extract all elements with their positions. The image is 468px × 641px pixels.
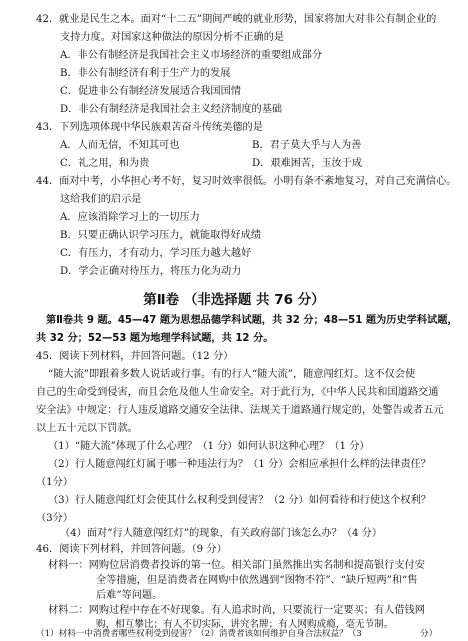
q42-option-d: D．非公有制经济是我国社会主义经济制度的基础 (60, 104, 283, 115)
q45-subquestion-3: （3）行人随意闯红灯会使其什么权利受到侵害？（2 分）如何看待和行使这个权利？ (48, 495, 431, 506)
q44-option-c: C．有压力，才有动力，学习压力越大越好 (60, 248, 252, 259)
q42-option-c: C．促进非公有制经济发展适合我国国情 (60, 86, 241, 97)
q43-option-b: B．君子莫大乎与人为善 (252, 140, 362, 151)
section-title: 第Ⅱ卷 （非选择题 共 76 分） (143, 292, 325, 308)
q43-option-a: A．人而无信，不知其可也 (60, 140, 180, 151)
q42-stem-cont: 支持力度。对国家这种做法的原因分析不正确的是 (60, 32, 285, 43)
q45-subquestion-3-score: （3分） (36, 513, 74, 524)
q45-subquestion-1: （1）“随大流”体现了什么心理？（1 分）如何认识这种心理？（1 分） (48, 441, 370, 452)
q42-option-a: A．非公有制经济是我国社会主义市场经济的重要组成部分 (60, 50, 323, 61)
q46-material-2: 材料二：网购过程中存在不好现象。有人追求时尚，只要流行一定要买；有人借钱网 (48, 605, 425, 616)
q45-stem: 45．阅读下列材料，并回答问题。（12 分） (36, 351, 234, 362)
q43-stem: 43．下列选项体现中华民族艰苦奋斗传统美德的是 (36, 122, 263, 133)
q44-option-a: A．应该消除学习上的一切压力 (60, 212, 200, 223)
section-description: 第Ⅱ卷共 9 题。45—47 题为思想品德学科试题，共 32 分；48—51 题为历史学科试题， (46, 315, 458, 326)
q44-option-d: D．学会正确对待压力，将压力化为动力 (60, 266, 242, 277)
q45-material: “随大流”即跟着多数人说话或行事。有的行人“随大流”，随意闯红灯。这不仅会使 (48, 369, 416, 380)
q43-option-d: D．艰难困苦，玉汝于成 (252, 158, 363, 169)
q45-subquestion-2-score: （1分） (36, 477, 74, 488)
q44-stem: 44．面对中考，小华担心考不好，复习时效率很低。小明有条不紊地复习，对自己充满信心。 (36, 176, 457, 187)
q44-stem-cont: 这给我们的启示是 (60, 194, 142, 205)
q46-stem: 46．阅读下列材料，并回答问题。（9 分） (36, 544, 227, 555)
q46-subquestion-1: （1）材料一中消费者哪些权利受到侵害？（2）消费者该如何维护自身合法权益？（3 (36, 629, 362, 639)
q45-material-line3: 安全法》中规定：行人违反道路交通安全法律、法规关于道路通行规定的，处警告或者五元 (36, 405, 444, 416)
q43-option-c: C．礼之用，和为贵 (60, 158, 150, 169)
q42-option-b: B．非公有制经济有利于生产力的发展 (60, 68, 231, 79)
q46-material-2-line2: 购，相互攀比；有人不切实际，讲究名牌；有人网购成瘾，毫无节制。 (96, 619, 394, 630)
q45-material-line4: 以上五十元以下罚款。 (36, 423, 138, 434)
q45-material-line2: 自己的生命受到侵害，而且会危及他人生命安全。对于此行为，《中华人民共和国道路交通 (36, 387, 439, 398)
q46-material-1-line3: 后难”等问题。 (96, 590, 163, 601)
q46-material-1-line2: 全等措施，但是消费者在网购中依然遇到“图物不符”、“缺斤短两”和“售 (96, 575, 418, 586)
q42-stem: 42．就业是民生之本。面对“十二五”期间严峻的就业形势，国家将加大对非公有制企业的 (36, 14, 437, 25)
q46-subquestion-1-end: 分） (420, 629, 438, 639)
q45-subquestion-2: （2）行人随意闯红灯属于哪一种违法行为？（1 分）会相应承担什么样的法律责任？ (48, 459, 431, 470)
q46-material-1: 材料一：网购位居消费者投诉的第一位。相关部门虽然推出实名制和提高银行支付安 (48, 560, 425, 571)
q45-subquestion-4: （4）面对“行人随意闯红灯”的现象，有关政府部门该怎么办？（4 分） (60, 528, 383, 539)
section-description-cont: 共 32 分；52—53 题为地理学科试题，共 12 分。 (36, 333, 274, 344)
q44-option-b: B．只要正确认识学习压力，就能取得好成绩 (60, 230, 262, 241)
